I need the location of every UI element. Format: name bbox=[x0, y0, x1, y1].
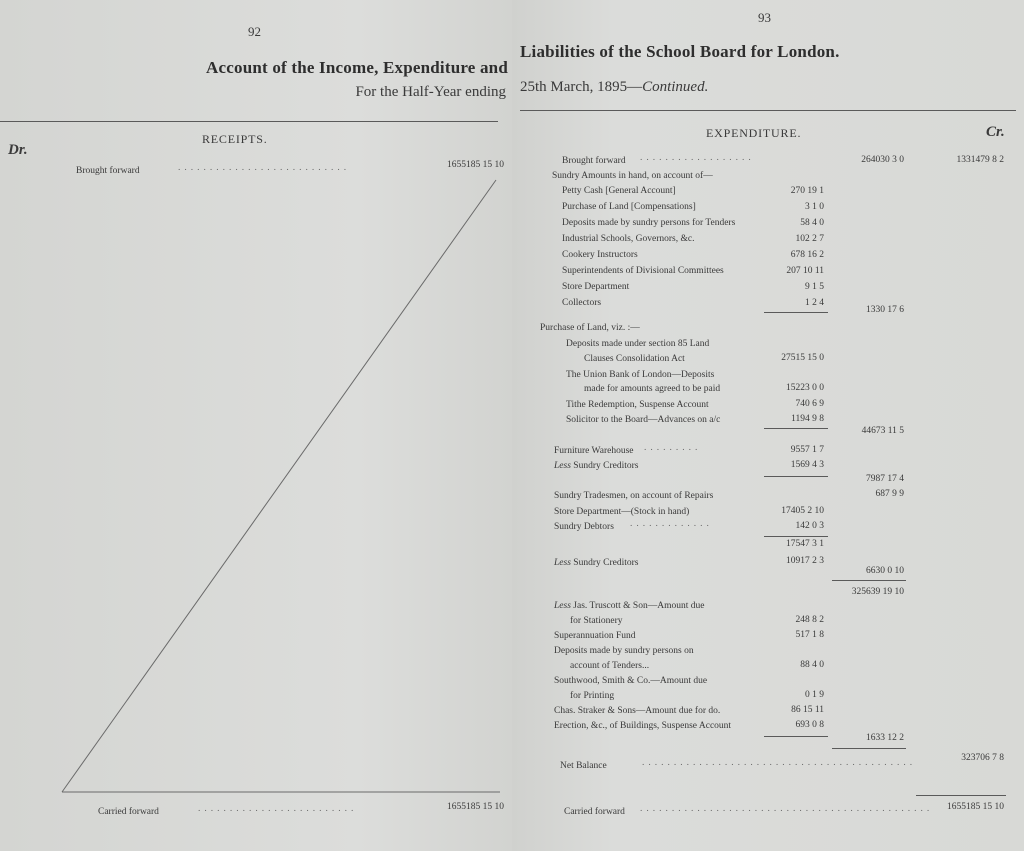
truscott-amount: 248 8 2 bbox=[795, 615, 824, 625]
exp-brought-forward-right: 1331479 8 2 bbox=[956, 155, 1004, 165]
land-item-2a: The Union Bank of London—Deposits bbox=[566, 370, 715, 380]
leader-dots: ......................... bbox=[198, 804, 358, 814]
receipts-carried-forward-label: Carried forward bbox=[98, 807, 159, 817]
leader-dots: .............................................. bbox=[640, 804, 934, 814]
less-word: Less bbox=[554, 558, 571, 568]
southwood-label-a: Southwood, Smith & Co.—Amount due bbox=[554, 676, 708, 686]
list-item-amount: 102 2 7 bbox=[795, 234, 824, 244]
list-item-amount: 1 2 4 bbox=[805, 298, 824, 308]
leader-dots: ............. bbox=[630, 519, 713, 529]
debtors-amount: 142 0 3 bbox=[795, 521, 824, 531]
erection-label: Erection, &c., of Buildings, Suspense Account bbox=[554, 721, 732, 731]
exp-brought-forward-mid: 264030 3 0 bbox=[861, 155, 904, 165]
receipts-heading: RECEIPTS. bbox=[202, 132, 268, 146]
list-item-label: Cookery Instructors bbox=[562, 250, 638, 260]
tradesmen-label: Sundry Tradesmen, on account of Repairs bbox=[554, 491, 714, 501]
truscott-label-b: for Stationery bbox=[570, 616, 623, 626]
list-item-amount: 270 19 1 bbox=[790, 186, 824, 196]
net-balance-label: Net Balance bbox=[560, 761, 607, 771]
list-item-amount: 207 10 11 bbox=[786, 266, 824, 276]
list-item-label: Superintendents of Divisional Committees bbox=[562, 266, 724, 276]
list-item-label: Store Department bbox=[562, 282, 630, 292]
dr-mark: Dr. bbox=[8, 142, 28, 158]
southwood-amount: 0 1 9 bbox=[805, 690, 824, 700]
furniture-net: 7987 17 4 bbox=[866, 474, 904, 484]
less-creditors-text: Sundry Creditors bbox=[570, 558, 639, 568]
land-item-2b: made for amounts agreed to be paid bbox=[584, 384, 721, 394]
leader-dots: ........................... bbox=[178, 163, 351, 173]
sub-total: 17547 3 1 bbox=[786, 539, 824, 549]
list-item-label: Collectors bbox=[562, 298, 602, 308]
furniture-label: Furniture Warehouse bbox=[554, 446, 634, 456]
land-item-4: Solicitor to the Board—Advances on a/c bbox=[566, 415, 721, 425]
southwood-label-b: for Printing bbox=[570, 691, 615, 701]
less-creditors-amount: 10917 2 3 bbox=[786, 556, 824, 566]
sum-rule bbox=[916, 795, 1006, 796]
page-number-left: 92 bbox=[248, 24, 261, 39]
right-page bbox=[512, 0, 1024, 851]
superannuation-amount: 517 1 8 bbox=[795, 630, 824, 640]
exp-carried-forward-label: Carried forward bbox=[564, 807, 625, 817]
exp-carried-forward-amount: 1655185 15 10 bbox=[947, 802, 1004, 812]
page-number-right: 93 bbox=[758, 10, 771, 25]
land-item-4-amount: 1194 9 8 bbox=[791, 414, 824, 424]
receipts-brought-forward-amount: 1655185 15 10 bbox=[447, 160, 504, 170]
deposits-label-b: account of Tenders... bbox=[570, 661, 650, 671]
subtitle-right-text: 25th March, 1895— bbox=[520, 79, 643, 95]
list-item-label: Petty Cash [General Account] bbox=[562, 186, 676, 196]
store-amount: 17405 2 10 bbox=[781, 506, 824, 516]
erection-amount: 693 0 8 bbox=[795, 720, 824, 730]
list-item-label: Deposits made by sundry persons for Tenders bbox=[562, 218, 736, 228]
straker-amount: 86 15 11 bbox=[791, 705, 824, 715]
receipts-brought-forward-label: Brought forward bbox=[76, 166, 140, 176]
net-balance-amount: 323706 7 8 bbox=[961, 753, 1004, 763]
sundry-heading: Sundry Amounts in hand, on account of— bbox=[552, 171, 713, 181]
tradesmen-amount: 687 9 9 bbox=[875, 489, 904, 499]
subtitle-right bbox=[520, 79, 708, 96]
list-item-amount: 58 4 0 bbox=[800, 218, 824, 228]
less-total: 1633 12 2 bbox=[866, 733, 904, 743]
land-item-2-amount: 15223 0 0 bbox=[786, 383, 824, 393]
less-word: Less bbox=[554, 461, 571, 471]
furniture-amount: 9557 1 7 bbox=[790, 445, 824, 455]
subtitle-left: For the Half-Year ending bbox=[355, 84, 506, 100]
sum-rule bbox=[832, 580, 906, 581]
superannuation-label: Superannuation Fund bbox=[554, 631, 636, 641]
furniture-less-text: Sundry Creditors bbox=[570, 461, 639, 471]
straker-label: Chas. Straker & Sons—Amount due for do. bbox=[554, 706, 721, 716]
list-item-amount: 678 16 2 bbox=[790, 250, 824, 260]
truscott-text: Jas. Truscott & Son—Amount due bbox=[570, 601, 705, 611]
sum-rule bbox=[764, 536, 828, 537]
header-rule-right bbox=[520, 110, 1016, 111]
receipts-carried-forward-amount: 1655185 15 10 bbox=[447, 802, 504, 812]
list-item-label: Purchase of Land [Compensations] bbox=[562, 202, 696, 212]
land-item-1-amount: 27515 15 0 bbox=[781, 353, 824, 363]
less-creditors-label bbox=[554, 558, 638, 568]
leader-dots: ......... bbox=[644, 443, 702, 453]
leader-dots: .................. bbox=[640, 153, 755, 163]
list-item-label: Industrial Schools, Governors, &c. bbox=[562, 234, 695, 244]
deposits-label-a: Deposits made by sundry persons on bbox=[554, 646, 694, 656]
cr-mark: Cr. bbox=[986, 124, 1005, 140]
exp-brought-forward-label: Brought forward bbox=[562, 156, 626, 166]
debtors-label: Sundry Debtors bbox=[554, 522, 614, 532]
sundry-total: 1330 17 6 bbox=[866, 305, 904, 315]
land-total: 44673 11 5 bbox=[861, 426, 904, 436]
leader-dots: ........................................... bbox=[642, 758, 917, 768]
furniture-less-label bbox=[554, 461, 638, 471]
land-item-1b: Clauses Consolidation Act bbox=[584, 354, 685, 364]
less-word: Less bbox=[554, 601, 571, 611]
furniture-less-amount: 1569 4 3 bbox=[790, 460, 824, 470]
expenditure-heading: EXPENDITURE. bbox=[706, 126, 802, 140]
sum-rule bbox=[832, 748, 906, 749]
land-item-3: Tithe Redemption, Suspense Account bbox=[566, 400, 709, 410]
truscott-label bbox=[554, 601, 704, 611]
land-item-3-amount: 740 6 9 bbox=[795, 399, 824, 409]
store-label: Store Department—(Stock in hand) bbox=[554, 507, 690, 517]
less-creditors-net: 6630 0 10 bbox=[866, 566, 904, 576]
title-left: Account of the Income, Expenditure and bbox=[206, 58, 508, 77]
land-heading: Purchase of Land, viz. :— bbox=[540, 323, 640, 333]
deposits-amount: 88 4 0 bbox=[800, 660, 824, 670]
list-item-amount: 9 1 5 bbox=[805, 282, 824, 292]
subtitle-right-continued: Continued. bbox=[642, 79, 709, 95]
grand-subtotal: 325639 19 10 bbox=[851, 587, 904, 597]
list-item-amount: 3 1 0 bbox=[805, 202, 824, 212]
title-right: Liabilities of the School Board for London. bbox=[520, 42, 840, 61]
land-item-1a: Deposits made under section 85 Land bbox=[566, 339, 710, 349]
